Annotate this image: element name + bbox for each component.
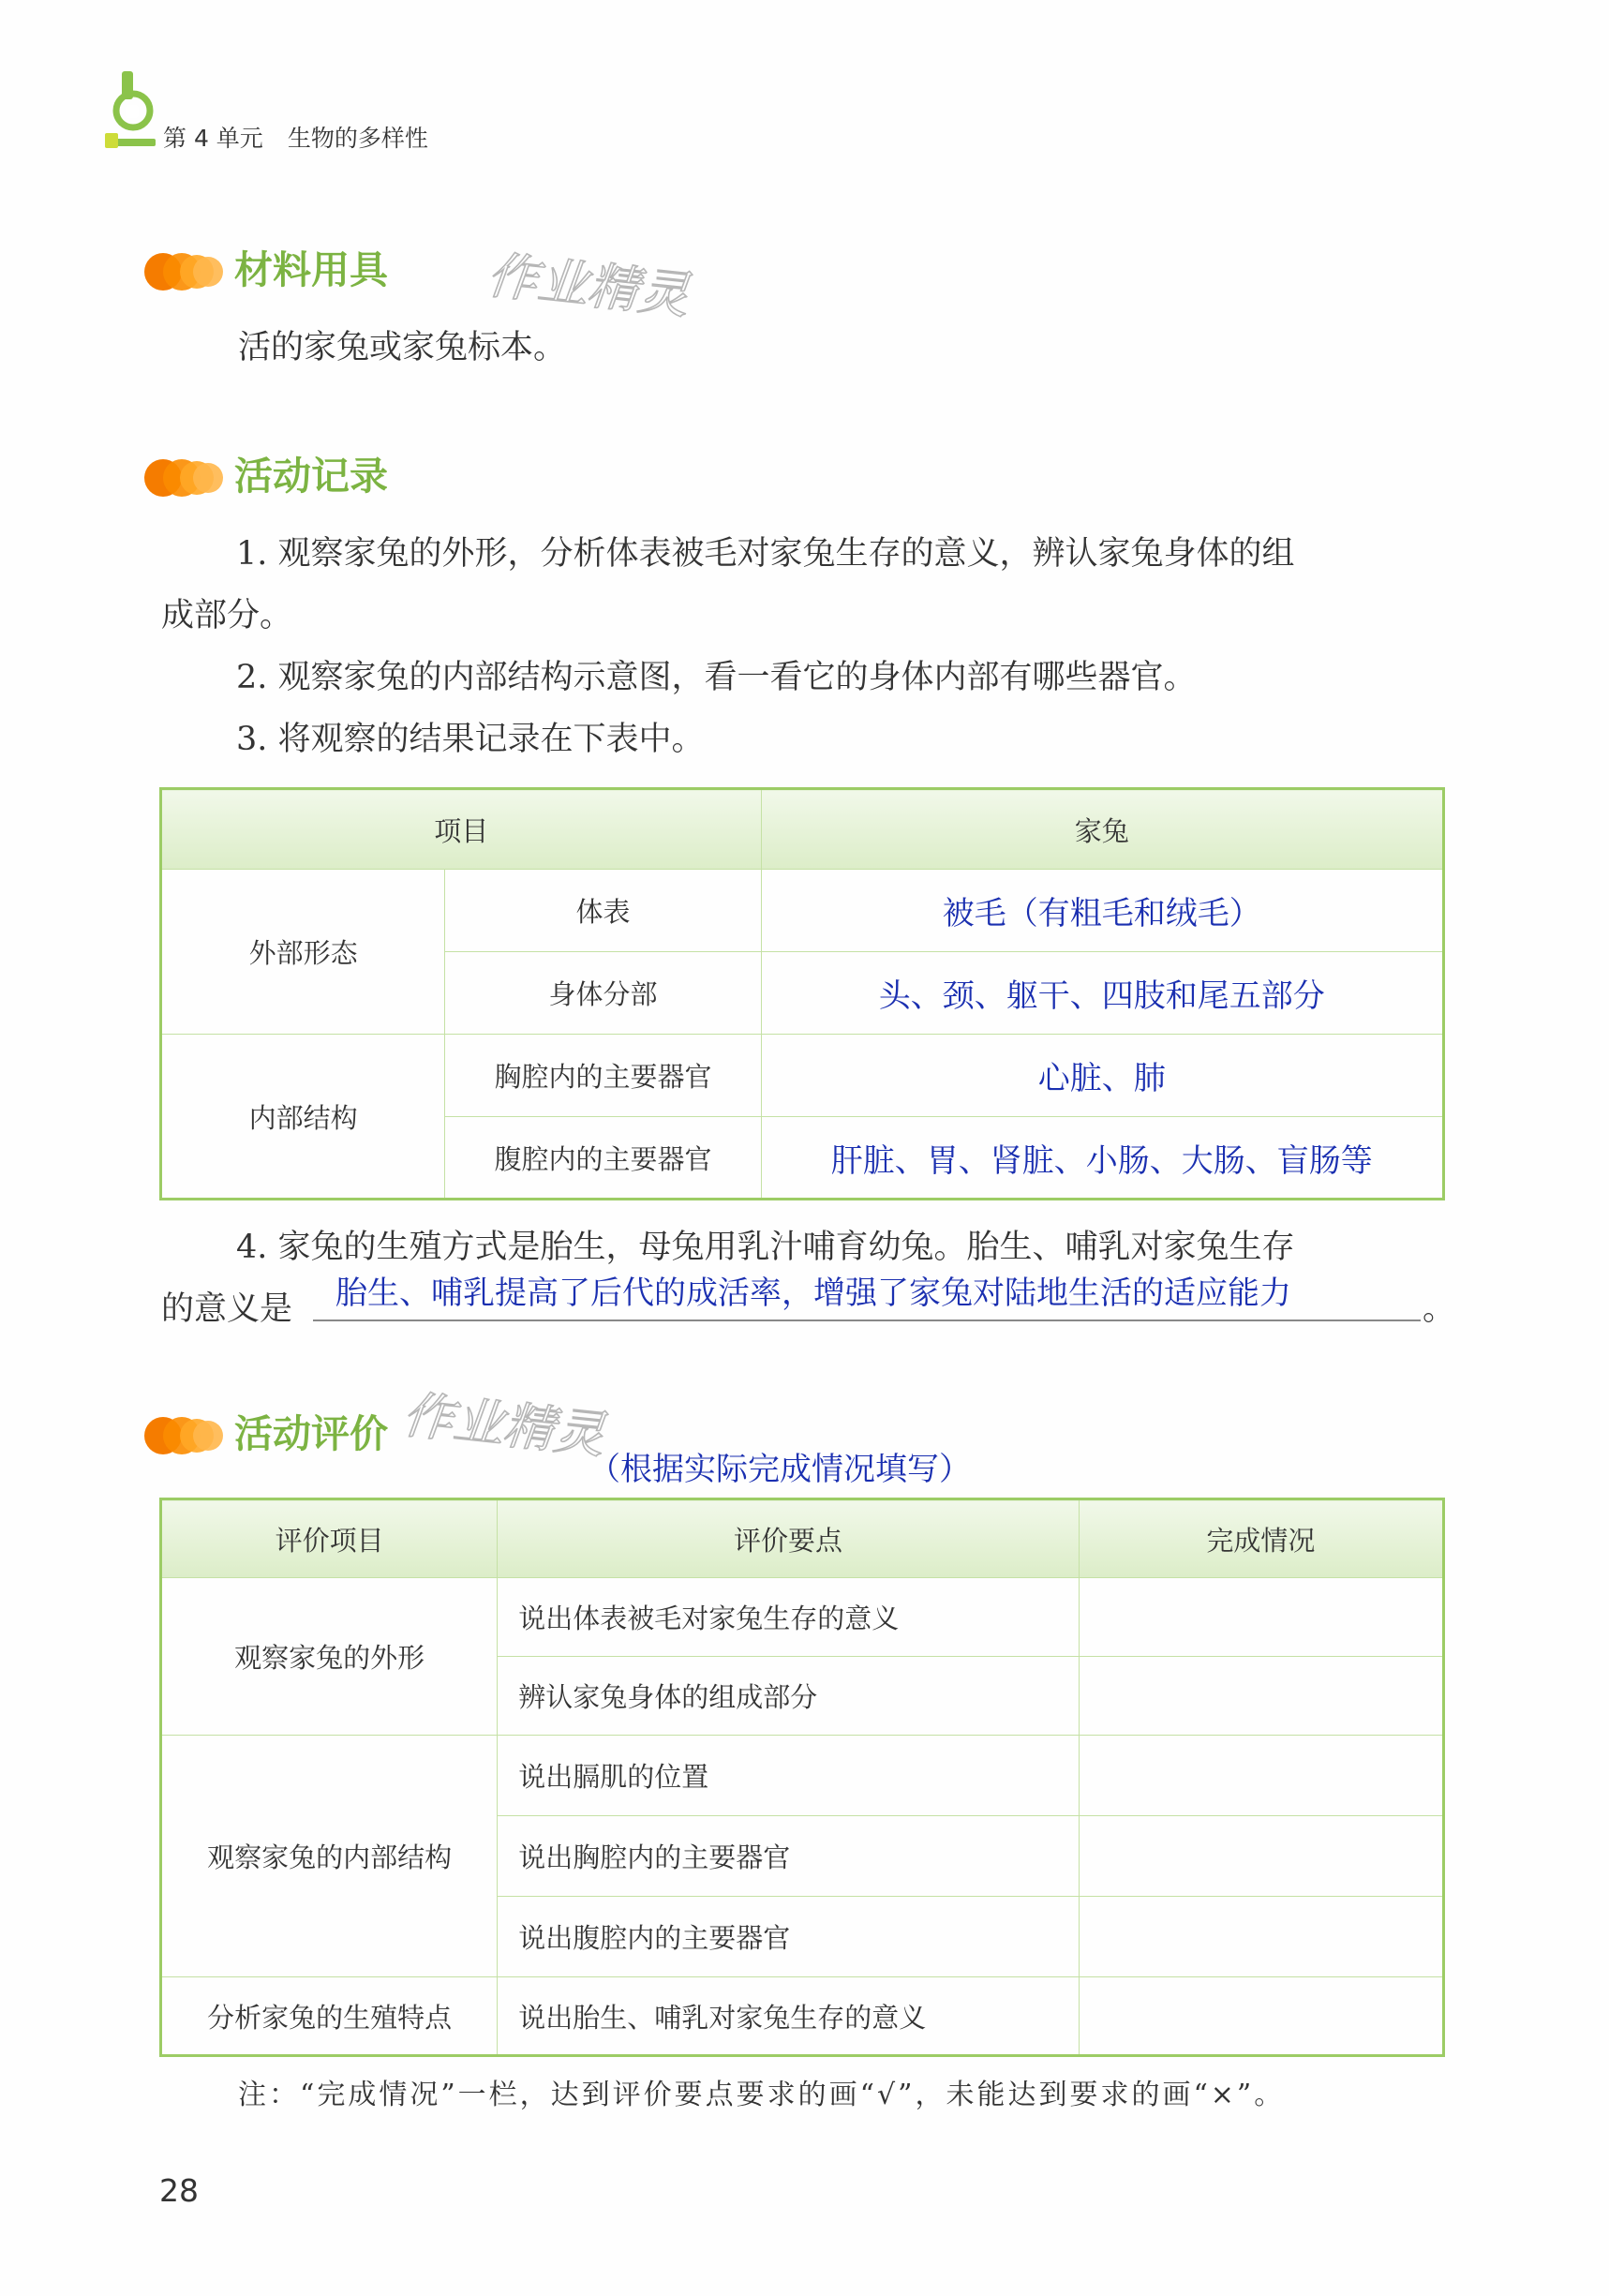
table-note: 注：“完成情况”一栏，达到评价要点要求的画“√”，未能达到要求的画“×”。 [238,2079,1286,2111]
watermark: 作业精灵 [399,1384,608,1466]
record-item-4-prefix: 的意义是 [161,1290,293,1328]
record-header-rabbit: 家兔 [761,789,1443,870]
unit-label [163,120,428,154]
page-number: 28 [159,2172,199,2209]
eval-point-cell: 说出膈肌的位置 [498,1736,1080,1816]
eval-status-cell[interactable] [1079,1578,1443,1657]
eval-point-cell: 说出胎生、哺乳对家兔生存的意义 [498,1977,1080,2056]
eval-group-cell: 观察家兔的外形 [161,1578,498,1736]
materials-text: 活的家兔或家兔标本。 [238,329,567,366]
eval-group-cell: 观察家兔的内部结构 [161,1736,498,1977]
eval-point-cell: 辨认家兔身体的组成部分 [498,1657,1080,1736]
record-item-4-answer: 胎生、哺乳提高了后代的成活率，增强了家兔对陆地生活的适应能力 [335,1275,1291,1312]
record-item-2: 2. 观察家兔的内部结构示意图，看一看它的身体内部有哪些器官。 [236,659,1197,696]
record-item-4-line-1: 4. 家兔的生殖方式是胎生，母兔用乳汁哺育幼兔。胎生、哺乳对家兔生存 [236,1229,1295,1266]
orange-dots-icon [144,253,225,291]
record-answer-cell: 被毛（有粗毛和绒毛） [761,870,1443,952]
eval-status-cell[interactable] [1079,1736,1443,1816]
record-item-cell: 胸腔内的主要器官 [445,1035,761,1117]
eval-status-cell[interactable] [1079,1816,1443,1897]
eval-status-cell[interactable] [1079,1897,1443,1977]
eval-header-status: 完成情况 [1079,1499,1443,1578]
record-item-1-line-1: 1. 观察家兔的外形，分析体表被毛对家兔生存的意义，辨认家兔身体的组 [236,535,1295,573]
record-item-1-line-2: 成部分。 [161,597,293,634]
section-title: 活动评价 [234,1411,388,1456]
record-item-4-suffix: 。 [1423,1290,1456,1328]
record-item-cell: 身体分部 [445,952,761,1035]
evaluation-table [159,1498,1445,2057]
eval-group-cell: 分析家兔的生殖特点 [161,1977,498,2056]
eval-point-cell: 说出体表被毛对家兔生存的意义 [498,1578,1080,1657]
record-answer-cell: 心脏、肺 [761,1035,1443,1117]
section-title: 材料用具 [234,247,388,292]
eval-point-cell: 说出腹腔内的主要器官 [498,1897,1080,1977]
section-title: 活动记录 [234,454,388,499]
record-header-item: 项目 [161,789,762,870]
orange-dots-icon [144,459,225,497]
eval-status-cell[interactable] [1079,1657,1443,1736]
microscope-icon [105,67,157,154]
eval-point-cell: 说出胸腔内的主要器官 [498,1816,1080,1897]
record-item-cell: 体表 [445,870,761,952]
unit-number: 第 4 单元 [163,125,263,152]
watermark: 作业精灵 [484,245,693,326]
eval-header-item: 评价项目 [161,1499,498,1578]
record-group-internal: 内部结构 [161,1035,445,1200]
answer-blank-line [313,1319,1421,1321]
eval-status-cell[interactable] [1079,1977,1443,2056]
record-table [159,787,1445,1200]
record-group-external: 外部形态 [161,870,445,1035]
unit-title: 生物的多样性 [287,125,428,152]
evaluation-fill-hint: （根据实际完成情况填写） [588,1451,971,1488]
record-item-cell: 腹腔内的主要器官 [445,1117,761,1200]
record-item-3: 3. 将观察的结果记录在下表中。 [236,721,705,758]
record-answer-cell: 肝脏、胃、肾脏、小肠、大肠、盲肠等 [761,1117,1443,1200]
eval-header-points: 评价要点 [498,1499,1080,1578]
orange-dots-icon [144,1417,225,1454]
record-answer-cell: 头、颈、躯干、四肢和尾五部分 [761,952,1443,1035]
